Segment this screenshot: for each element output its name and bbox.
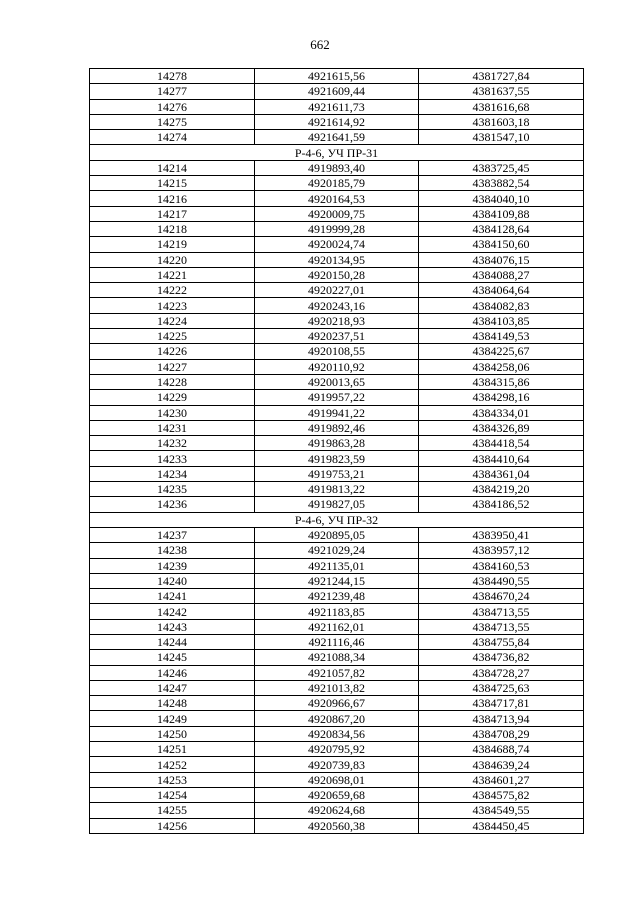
table-row [90,130,584,145]
table-row [90,787,584,802]
point-number-cell: 14233 [90,451,255,466]
x-coordinate-cell: 4919753,21 [255,466,419,481]
point-number-cell: 14251 [90,742,255,757]
y-coordinate-cell: 4384601,27 [419,772,584,787]
point-number-cell: 14221 [90,267,255,282]
point-number-cell: 14225 [90,329,255,344]
point-number-cell: 14278 [90,69,255,84]
y-coordinate-cell: 4384219,20 [419,482,584,497]
x-coordinate-cell: 4919892,46 [255,420,419,435]
table-row [90,420,584,435]
table-row [90,267,584,282]
x-coordinate-cell: 4919813,22 [255,482,419,497]
table-row [90,665,584,680]
x-coordinate-cell: 4920227,01 [255,283,419,298]
point-number-cell: 14215 [90,176,255,191]
table-row [90,191,584,206]
table-row [90,344,584,359]
point-number-cell: 14230 [90,405,255,420]
y-coordinate-cell: 4384736,82 [419,650,584,665]
x-coordinate-cell: 4920966,67 [255,696,419,711]
point-number-cell: 14234 [90,466,255,481]
y-coordinate-cell: 4384361,04 [419,466,584,481]
x-coordinate-cell: 4921013,82 [255,680,419,695]
point-number-cell: 14256 [90,818,255,833]
x-coordinate-cell: 4921183,85 [255,604,419,619]
table-row [90,436,584,451]
point-number-cell: 14232 [90,436,255,451]
y-coordinate-cell: 4381603,18 [419,114,584,129]
point-number-cell: 14244 [90,634,255,649]
table-row [90,497,584,512]
point-number-cell: 14220 [90,252,255,267]
coordinates-table [89,68,584,834]
x-coordinate-cell: 4921611,73 [255,99,419,114]
point-number-cell: 14219 [90,237,255,252]
table-row [90,313,584,328]
point-number-cell: 14252 [90,757,255,772]
table-row [90,69,584,84]
y-coordinate-cell: 4384298,16 [419,390,584,405]
x-coordinate-cell: 4920867,20 [255,711,419,726]
point-number-cell: 14227 [90,359,255,374]
x-coordinate-cell: 4919957,22 [255,390,419,405]
point-number-cell: 14218 [90,221,255,236]
point-number-cell: 14274 [90,130,255,145]
point-number-cell: 14255 [90,803,255,818]
x-coordinate-cell: 4920243,16 [255,298,419,313]
x-coordinate-cell: 4919999,28 [255,221,419,236]
y-coordinate-cell: 4384410,64 [419,451,584,466]
y-coordinate-cell: 4384717,81 [419,696,584,711]
table-row [90,466,584,481]
y-coordinate-cell: 4384082,83 [419,298,584,313]
point-number-cell: 14222 [90,283,255,298]
x-coordinate-cell: 4921135,01 [255,558,419,573]
table-row [90,589,584,604]
y-coordinate-cell: 4384639,24 [419,757,584,772]
table-row [90,451,584,466]
point-number-cell: 14239 [90,558,255,573]
x-coordinate-cell: 4920624,68 [255,803,419,818]
y-coordinate-cell: 4383725,45 [419,160,584,175]
y-coordinate-cell: 4384755,84 [419,634,584,649]
y-coordinate-cell: 4384708,29 [419,726,584,741]
point-number-cell: 14229 [90,390,255,405]
table-row [90,114,584,129]
point-number-cell: 14240 [90,573,255,588]
table-row [90,405,584,420]
table-row [90,650,584,665]
x-coordinate-cell: 4920134,95 [255,252,419,267]
y-coordinate-cell: 4383957,12 [419,543,584,558]
point-number-cell: 14216 [90,191,255,206]
point-number-cell: 14235 [90,482,255,497]
x-coordinate-cell: 4920895,05 [255,527,419,542]
table-row [90,252,584,267]
section-header-row [90,512,584,527]
x-coordinate-cell: 4920659,68 [255,787,419,802]
x-coordinate-cell: 4920164,53 [255,191,419,206]
y-coordinate-cell: 4384160,53 [419,558,584,573]
y-coordinate-cell: 4381637,55 [419,84,584,99]
y-coordinate-cell: 4384713,94 [419,711,584,726]
point-number-cell: 14224 [90,313,255,328]
point-number-cell: 14238 [90,543,255,558]
table-row [90,374,584,389]
x-coordinate-cell: 4920185,79 [255,176,419,191]
x-coordinate-cell: 4921244,15 [255,573,419,588]
point-number-cell: 14245 [90,650,255,665]
point-number-cell: 14228 [90,374,255,389]
point-number-cell: 14246 [90,665,255,680]
point-number-cell: 14249 [90,711,255,726]
table-row [90,206,584,221]
point-number-cell: 14253 [90,772,255,787]
table-row [90,527,584,542]
table-row [90,176,584,191]
point-number-cell: 14247 [90,680,255,695]
point-number-cell: 14276 [90,99,255,114]
y-coordinate-cell: 4384103,85 [419,313,584,328]
y-coordinate-cell: 4381547,10 [419,130,584,145]
y-coordinate-cell: 4384088,27 [419,267,584,282]
y-coordinate-cell: 4384490,55 [419,573,584,588]
point-number-cell: 14254 [90,787,255,802]
y-coordinate-cell: 4384225,67 [419,344,584,359]
point-number-cell: 14248 [90,696,255,711]
x-coordinate-cell: 4920150,28 [255,267,419,282]
y-coordinate-cell: 4384149,53 [419,329,584,344]
x-coordinate-cell: 4919893,40 [255,160,419,175]
point-number-cell: 14242 [90,604,255,619]
point-number-cell: 14243 [90,619,255,634]
table-row [90,160,584,175]
x-coordinate-cell: 4920024,74 [255,237,419,252]
x-coordinate-cell: 4919941,22 [255,405,419,420]
coordinates-table-body [90,69,584,834]
table-row [90,680,584,695]
y-coordinate-cell: 4384040,10 [419,191,584,206]
table-row [90,543,584,558]
y-coordinate-cell: 4384418,54 [419,436,584,451]
x-coordinate-cell: 4920834,56 [255,726,419,741]
point-number-cell: 14237 [90,527,255,542]
y-coordinate-cell: 4381727,84 [419,69,584,84]
table-row [90,329,584,344]
table-row [90,696,584,711]
x-coordinate-cell: 4921162,01 [255,619,419,634]
table-row [90,803,584,818]
x-coordinate-cell: 4921029,24 [255,543,419,558]
table-row [90,818,584,833]
point-number-cell: 14250 [90,726,255,741]
y-coordinate-cell: 4384315,86 [419,374,584,389]
point-number-cell: 14277 [90,84,255,99]
x-coordinate-cell: 4920218,93 [255,313,419,328]
table-row [90,634,584,649]
point-number-cell: 14231 [90,420,255,435]
x-coordinate-cell: 4921614,92 [255,114,419,129]
x-coordinate-cell: 4921615,56 [255,69,419,84]
y-coordinate-cell: 4384549,55 [419,803,584,818]
x-coordinate-cell: 4920560,38 [255,818,419,833]
x-coordinate-cell: 4920237,51 [255,329,419,344]
table-row [90,237,584,252]
x-coordinate-cell: 4920110,92 [255,359,419,374]
point-number-cell: 14214 [90,160,255,175]
y-coordinate-cell: 4384076,15 [419,252,584,267]
table-row [90,772,584,787]
table-row [90,359,584,374]
y-coordinate-cell: 4384150,60 [419,237,584,252]
x-coordinate-cell: 4921116,46 [255,634,419,649]
table-row [90,726,584,741]
table-row [90,757,584,772]
x-coordinate-cell: 4920013,65 [255,374,419,389]
y-coordinate-cell: 4384713,55 [419,619,584,634]
table-row [90,619,584,634]
table-row [90,604,584,619]
section-title: Р-4-6, УЧ ПР-31 [90,145,584,160]
table-row [90,283,584,298]
x-coordinate-cell: 4920009,75 [255,206,419,221]
y-coordinate-cell: 4384728,27 [419,665,584,680]
table-row [90,482,584,497]
section-header-row [90,145,584,160]
y-coordinate-cell: 4384326,89 [419,420,584,435]
x-coordinate-cell: 4921239,48 [255,589,419,604]
x-coordinate-cell: 4921609,44 [255,84,419,99]
y-coordinate-cell: 4384688,74 [419,742,584,757]
x-coordinate-cell: 4920739,83 [255,757,419,772]
table-row [90,99,584,114]
point-number-cell: 14236 [90,497,255,512]
point-number-cell: 14241 [90,589,255,604]
x-coordinate-cell: 4919863,28 [255,436,419,451]
y-coordinate-cell: 4384334,01 [419,405,584,420]
y-coordinate-cell: 4381616,68 [419,99,584,114]
table-row [90,84,584,99]
point-number-cell: 14223 [90,298,255,313]
table-row [90,573,584,588]
x-coordinate-cell: 4921641,59 [255,130,419,145]
y-coordinate-cell: 4384128,64 [419,221,584,236]
x-coordinate-cell: 4920795,92 [255,742,419,757]
section-title: Р-4-6, УЧ ПР-32 [90,512,584,527]
x-coordinate-cell: 4921088,34 [255,650,419,665]
page-number: 662 [310,37,330,52]
table-row [90,558,584,573]
x-coordinate-cell: 4919827,05 [255,497,419,512]
y-coordinate-cell: 4384258,06 [419,359,584,374]
y-coordinate-cell: 4384450,45 [419,818,584,833]
y-coordinate-cell: 4384109,88 [419,206,584,221]
y-coordinate-cell: 4384725,63 [419,680,584,695]
table-row [90,390,584,405]
y-coordinate-cell: 4384575,82 [419,787,584,802]
y-coordinate-cell: 4384064,64 [419,283,584,298]
x-coordinate-cell: 4920698,01 [255,772,419,787]
table-row [90,221,584,236]
x-coordinate-cell: 4920108,55 [255,344,419,359]
y-coordinate-cell: 4384670,24 [419,589,584,604]
table-row [90,711,584,726]
point-number-cell: 14226 [90,344,255,359]
y-coordinate-cell: 4383882,54 [419,176,584,191]
x-coordinate-cell: 4921057,82 [255,665,419,680]
x-coordinate-cell: 4919823,59 [255,451,419,466]
y-coordinate-cell: 4384713,55 [419,604,584,619]
table-row [90,742,584,757]
y-coordinate-cell: 4384186,52 [419,497,584,512]
point-number-cell: 14217 [90,206,255,221]
y-coordinate-cell: 4383950,41 [419,527,584,542]
point-number-cell: 14275 [90,114,255,129]
table-row [90,298,584,313]
